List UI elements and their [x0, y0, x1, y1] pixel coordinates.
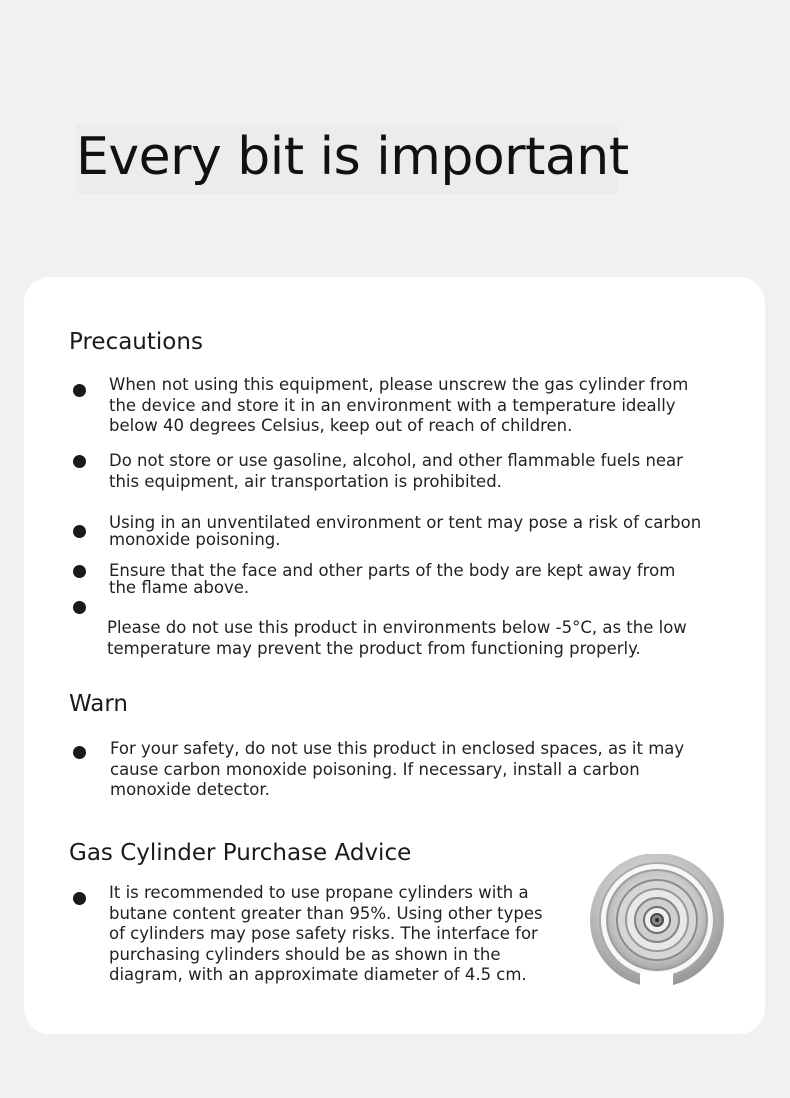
warn-item-1: For your safety, do not use this product in enclosed spaces, as it may cause carbon monoxide poisoning. If necessary, install a carbon monoxide detector. [110, 739, 685, 799]
bullet-icon [73, 565, 86, 578]
bullet-icon [73, 384, 86, 397]
bullet-icon [73, 455, 86, 468]
warn-heading: Warn [69, 691, 128, 717]
purchase-item-1: It is recommended to use propane cylinders with a butane content greater than 95%. Using other types of cylinders may pose safety risks. The interface for purchasing cylinders should be as shown in the diagram, with an approximate diameter of 4.5 cm. [109, 883, 543, 984]
precaution-item-3: Using in an unventilated environment or tent may pose a risk of carbon monoxide poisoning. [109, 513, 702, 549]
precaution-item-2: Do not store or use gasoline, alcohol, and other flammable fuels near this equipment, air transportation is prohibited. [109, 451, 683, 491]
bullet-icon [73, 525, 86, 538]
bullet-icon [73, 746, 86, 759]
bullet-icon [73, 892, 86, 905]
purchase-heading: Gas Cylinder Purchase Advice [69, 840, 412, 866]
precaution-item-4: Ensure that the face and other parts of the body are kept away from the flame above. [109, 561, 676, 597]
precautions-heading: Precautions [69, 329, 203, 355]
bullet-icon [73, 601, 86, 614]
precaution-item-1: When not using this equipment, please unscrew the gas cylinder from the device and store it in an environment with a temperature ideally below 40 degrees Celsius, keep out of reach of children. [109, 375, 689, 435]
precaution-item-5: Please do not use this product in environments below -5°C, as the low temperature may prevent the product from functioning properly. [107, 618, 687, 658]
page-title: Every bit is important [76, 124, 618, 194]
gas-cylinder-valve-illustration [588, 854, 726, 992]
info-card [24, 277, 765, 1034]
